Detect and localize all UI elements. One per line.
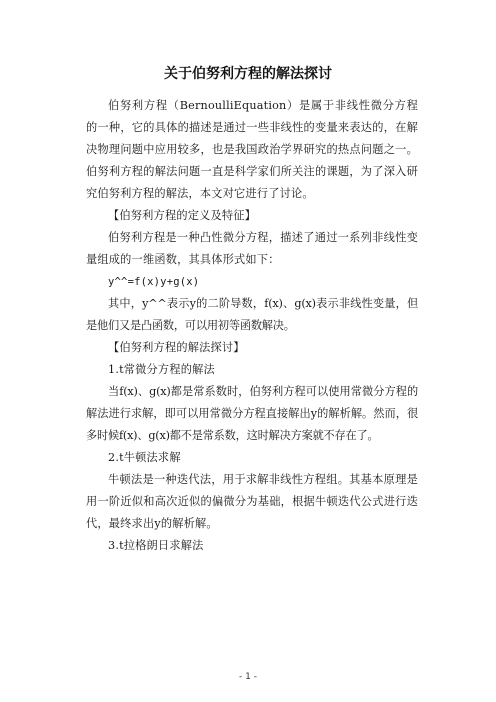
ode-method-paragraph: 当f(x)、g(x)都是常系数时，伯努利方程可以使用常微分方程的解法进行求解，即可以用常微分方程直接解出y的解析解。然而，很多时候f(x)、g(x)都不是常系数，这时解决方案就不存在了。	[86, 385, 418, 442]
intro-paragraph: 伯努利方程（BernoulliEquation）是属于非线性微分方程的一种，它的具体的描述是通过一些非线性的变量来表达的，在解决物理问题中应用较多，也是我国政治学界研究的热点问题之一。伯努利方程的解法问题一直是科学家们所关注的课题，为了深入研究伯努利方程的解法，本文对它进行了讨论。	[86, 99, 418, 200]
page-number: - 1 -	[239, 672, 257, 682]
document-body	[86, 95, 418, 557]
subheading-ode-method: 1.t常微分方程的解法	[108, 363, 215, 376]
definition-paragraph: 伯努利方程是一种凸性微分方程，描述了通过一系列非线性变量组成的一维函数，其具体形式如下：	[86, 231, 418, 266]
section-heading-definition: 【伯努利方程的定义及特征】	[108, 209, 257, 222]
subheading-newton-method: 2.t牛顿法求解	[108, 451, 181, 464]
newton-method-paragraph: 牛顿法是一种迭代法，用于求解非线性方程组。其基本原理是用一阶近似和高次近似的偏微分为基础，根据牛顿迭代公式进行迭代，最终求出y的解析解。	[86, 473, 418, 530]
equation-line: y^^=f(x)y+g(x)	[108, 276, 200, 288]
equation-explanation-paragraph: 其中，y^^表示y的二阶导数，f(x)、g(x)表示非线性变量，但是他们又是凸函数，可以用初等函数解决。	[86, 297, 418, 332]
section-heading-solutions: 【伯努利方程的解法探讨】	[108, 341, 245, 354]
document-title: 关于伯努利方程的解法探讨	[164, 66, 332, 82]
subheading-lagrange-method: 3.t拉格朗日求解法	[108, 539, 204, 552]
